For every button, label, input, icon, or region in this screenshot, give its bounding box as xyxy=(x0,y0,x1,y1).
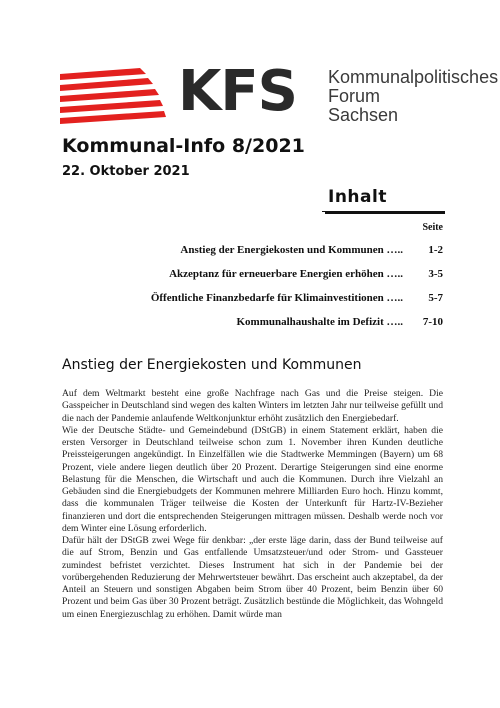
toc-item-title[interactable]: Anstieg der Energiekosten und Kommunen ….. xyxy=(180,244,403,256)
toc-heading: Inhalt xyxy=(328,187,387,207)
logo-org-line: Forum xyxy=(328,86,381,106)
kfs-wave-mark-icon xyxy=(60,68,168,126)
toc-item-pages: 1-2 xyxy=(428,244,443,256)
article-paragraph: Auf dem Weltmarkt besteht eine große Nachfrage nach Gas und die Preise steigen. Die Gasspeicher in Deutschland sind wegen des kalten Winters im letzten Jahr nur teilweise gefüllt und die nach der Pandemie anlaufende Weltkonjunktur erhöht zusätzlich den Energiebedarf. xyxy=(62,388,443,424)
toc-item[interactable] xyxy=(100,240,443,264)
toc-item-title[interactable]: Akzeptanz für erneuerbare Energien erhöhen ….. xyxy=(169,268,403,280)
toc-page-column-label: Seite xyxy=(422,222,443,233)
issue-title: Kommunal-Info 8/2021 xyxy=(62,135,305,157)
article-heading: Anstieg der Energiekosten und Kommunen xyxy=(62,357,362,373)
toc-heading-box xyxy=(322,187,442,212)
toc-item[interactable] xyxy=(100,264,443,288)
toc-item[interactable] xyxy=(100,312,443,336)
toc-item-title[interactable]: Öffentliche Finanzbedarfe für Klimainvestitionen ….. xyxy=(150,292,403,304)
toc-item[interactable] xyxy=(100,288,443,312)
toc-item-pages: 5-7 xyxy=(428,292,443,304)
article-paragraph: Wie der Deutsche Städte- und Gemeindebund (DStGB) in einem Statement erklärt, haben die ersten Versorger in Deutschland teilweise schon zum 1. November ihren Kunden deutliche Preissteigerungen angekündigt. In Einzelfällen wie die Stadtwerke Memmingen (Bayern) um 68 Prozent, viele andere liegen deutlich über 20 Prozent. Derartige Steigerungen sind eine enorme Belastung für die Menschen, die Wirtschaft und auch die Kommunen. Durch ihre Vielzahl an Gebäuden sind die Energiebudgets der Kommunen mehrere Milliarden Euro hoch. Hinzu kommt, dass die kommunalen Träger teilweise die Kosten der Unterkunft für Hartz-IV-Bezieher finanzieren und dort die entsprechenden Steigerungen mittragen müssen. Deshalb werde noch vor dem Winter eine Lösung erforderlich. xyxy=(62,424,443,534)
article-paragraph: Dafür hält der DStGB zwei Wege für denkbar: „der erste läge darin, dass der Bund teilweise auf die auf Strom, Benzin und Gas entfallende Umsatzsteuer/und oder Strom- und Gassteuer zumindest befristet verzichtet. Dieses Instrument hat sich in der Pandemie bei der vorübergehenden Reduzierung der Mehrwertsteuer bewährt. Das erscheint auch akzeptabel, da der Anteil an Steuern und sonstigen Abgaben beim Strom über 40 Prozent, beim Benzin über 60 Prozent und beim Gas über 30 Prozent beträgt. Zusätzlich bestünde die Möglichkeit, das Wohngeld um einen Energiezuschlag zu erhöhen. Damit würde man xyxy=(62,535,443,620)
toc-item-pages: 7-10 xyxy=(422,316,443,328)
table-of-contents xyxy=(100,240,443,336)
logo-org-line: Kommunalpolitisches xyxy=(328,67,499,87)
issue-date: 22. Oktober 2021 xyxy=(62,164,190,179)
toc-item-pages: 3-5 xyxy=(428,268,443,280)
toc-item-title[interactable]: Kommunalhaushalte im Defizit ….. xyxy=(236,316,403,328)
logo-org-line: Sachsen xyxy=(328,105,399,125)
kfs-logo xyxy=(60,59,499,130)
article-body xyxy=(62,388,443,621)
logo-org-name xyxy=(328,68,498,125)
toc-heading-rule xyxy=(325,211,445,214)
logo-wordmark: KFS xyxy=(178,59,297,124)
